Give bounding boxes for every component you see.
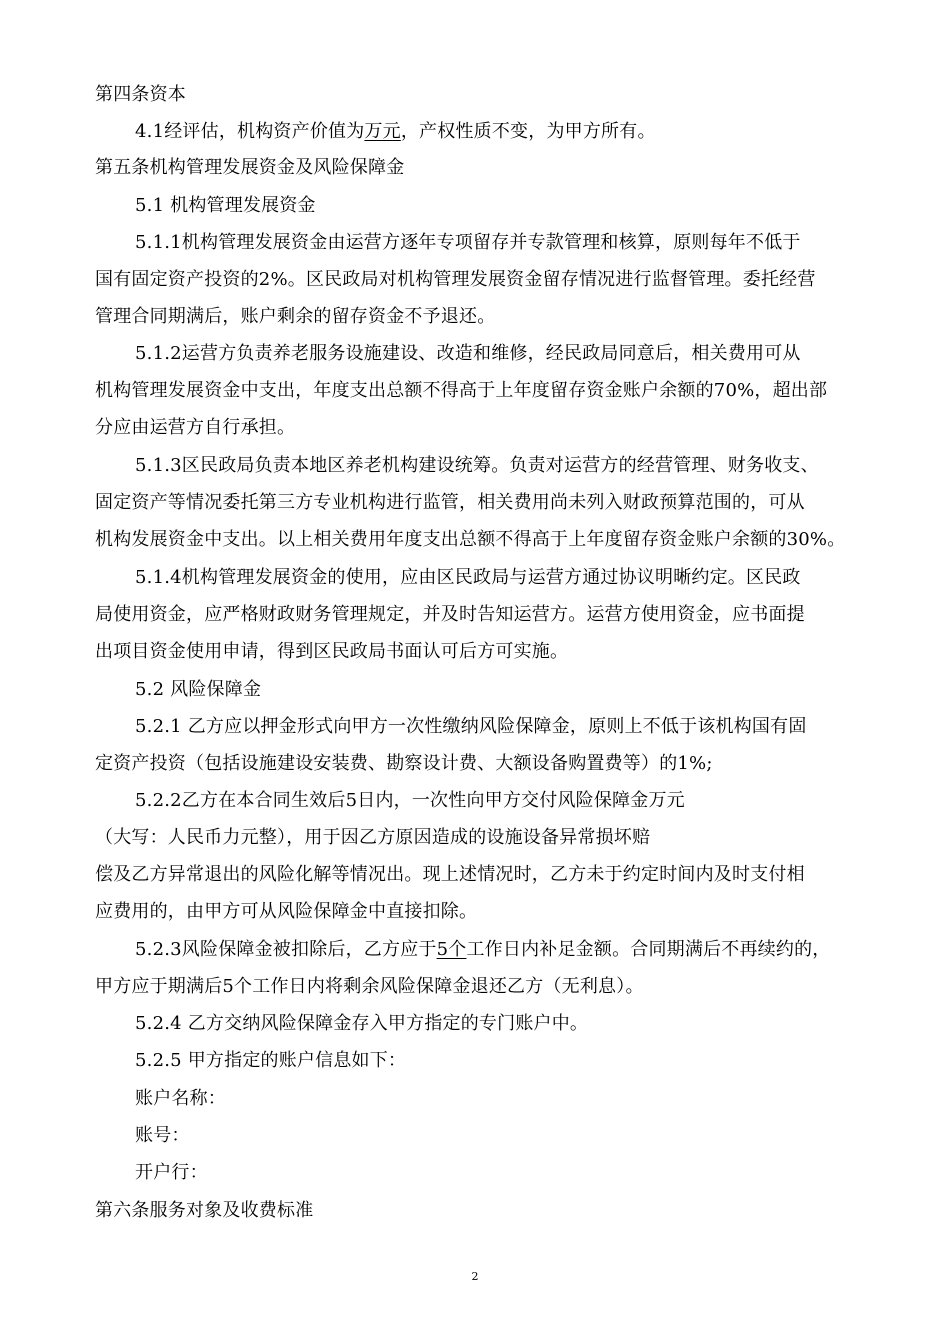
clause-5-1-3-line: 5.1.3区民政局负责本地区养老机构建设统筹。负责对运营方的经营管理、财务收支、 <box>135 455 819 476</box>
clause-5-1-4-line: 局使用资金，应严格财政财务管理规定，并及时告知运营方。运营方使用资金，应书面提 <box>95 604 805 625</box>
clause-5-2-1-line: 定资产投资（包括设施建设安装费、勘察设计费、大额设备购置费等）的1%; <box>95 753 713 774</box>
clause-5-1-3-line: 机构发展资金中支出。以上相关费用年度支出总额不得高于上年度留存资金账户余额的30%。 <box>95 529 846 550</box>
asset-value-blank: 万元 <box>364 121 401 142</box>
clause-5-1-3-line: 固定资产等情况委托第三方专业机构进行监管，相关费用尚未列入财政预算范围的，可从 <box>95 492 805 513</box>
clause-5-2-3-line: 甲方应于期满后5个工作日内将剩余风险保障金退还乙方（无利息）。 <box>95 976 644 997</box>
clause-5-1-1-line: 管理合同期满后，账户剩余的留存资金不予退还。 <box>95 306 496 327</box>
clause-5-2-2-line: 应费用的，由甲方可从风险保障金中直接扣除。 <box>95 901 478 922</box>
clause-4-1-text-end: ，产权性质不变，为甲方所有。 <box>400 121 656 142</box>
days-blank: 5个 <box>436 939 467 960</box>
clause-4-1-text: 4.1经评估，机构资产价值为 <box>135 121 365 142</box>
clause-5-2-1-line: 5.2.1 乙方应以押金形式向甲方一次性缴纳风险保障金，原则上不低于该机构国有固 <box>135 716 807 737</box>
bank-label: 开户行： <box>135 1162 208 1183</box>
clause-5-1-2-line: 5.1.2运营方负责养老服务设施建设、改造和维修，经民政局同意后，相关费用可从 <box>135 343 801 364</box>
article-5-heading: 第五条机构管理发展资金及风险保障金 <box>95 157 405 178</box>
clause-5-1-4-line: 出项目资金使用申请，得到区民政局书面认可后方可实施。 <box>95 641 569 662</box>
account-name-label: 账户名称： <box>135 1088 226 1109</box>
clause-5-2-2-line: 偿及乙方异常退出的风险化解等情况出。现上述情况时，乙方未于约定时间内及时支付相 <box>95 864 805 885</box>
clause-5-1-2-line: 机构管理发展资金中支出，年度支出总额不得高于上年度留存资金账户余额的70%，超出部 <box>95 380 828 401</box>
clause-5-2-2-line: （大写：人民币力元整），用于因乙方原因造成的设施设备异常损坏赔 <box>95 827 651 848</box>
clause-5-1-1-line: 5.1.1机构管理发展资金由运营方逐年专项留存并专款管理和核算，原则每年不低于 <box>135 232 801 253</box>
clause-5-2-3-text-end: 工作日内补足金额。合同期满后不再续约的， <box>466 939 831 960</box>
section-5-2-heading: 5.2 风险保障金 <box>135 679 262 700</box>
clause-5-2-3-line <box>135 937 830 963</box>
account-number-label: 账号： <box>135 1125 190 1146</box>
section-5-1-heading: 5.1 机构管理发展资金 <box>135 195 316 216</box>
clause-4-1 <box>135 119 656 145</box>
article-4-heading: 第四条资本 <box>95 84 186 105</box>
clause-5-2-3-text: 5.2.3风险保障金被扣除后，乙方应于 <box>135 939 437 960</box>
clause-5-2-5: 5.2.5 甲方指定的账户信息如下： <box>135 1050 407 1071</box>
clause-5-1-2-line: 分应由运营方自行承担。 <box>95 417 296 438</box>
clause-5-2-2-line: 5.2.2乙方在本合同生效后5日内，一次性向甲方交付风险保障金万元 <box>135 790 685 811</box>
clause-5-2-4: 5.2.4 乙方交纳风险保障金存入甲方指定的专门账户中。 <box>135 1013 589 1034</box>
clause-5-1-4-line: 5.1.4机构管理发展资金的使用，应由区民政局与运营方通过协议明晰约定。区民政 <box>135 567 801 588</box>
clause-5-1-1-line: 国有固定资产投资的2%。区民政局对机构管理发展资金留存情况进行监督管理。委托经营 <box>95 269 816 290</box>
article-6-heading: 第六条服务对象及收费标准 <box>95 1200 314 1221</box>
page-number: 2 <box>471 1270 479 1283</box>
